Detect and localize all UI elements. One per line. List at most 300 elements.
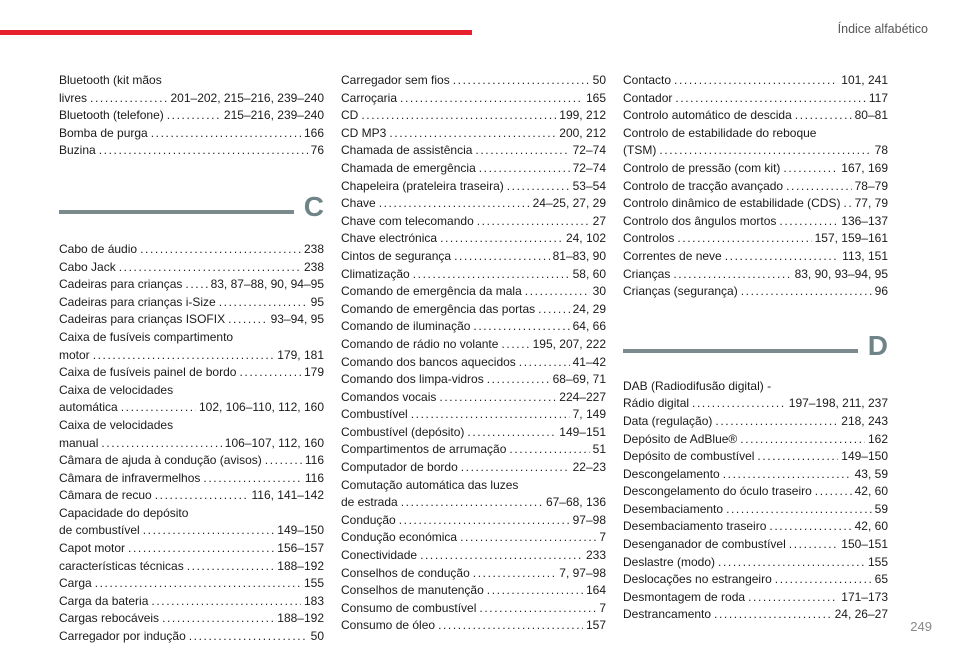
entry-term: Condução: [341, 512, 396, 527]
dot-leader: [389, 125, 556, 143]
entry-line: [59, 435, 324, 453]
dot-leader: [128, 540, 274, 558]
entry-term: Cabo de áudio: [59, 241, 138, 256]
index-entry: [59, 417, 324, 452]
entry-pages[interactable]: 67–68, 136: [545, 495, 606, 510]
index-entry: [59, 294, 324, 312]
entry-pages[interactable]: 97–98: [572, 512, 606, 527]
entry-line: [623, 213, 888, 231]
index-entry: [341, 336, 606, 354]
index-entry: [59, 125, 324, 143]
entry-term: Comando de emergência das portas: [341, 301, 536, 316]
index-entry: [623, 125, 888, 160]
dot-leader: [757, 448, 838, 466]
index-entry: [341, 248, 606, 266]
entry-line: [59, 107, 324, 125]
index-entry: [623, 90, 888, 108]
entry-term: Caixa de fusíveis painel de bordo: [59, 365, 237, 380]
entry-line: [341, 354, 606, 372]
index-entry: [341, 125, 606, 143]
entry-pages[interactable]: 136–137: [841, 213, 888, 228]
index-entry: [341, 617, 606, 635]
dot-leader: [501, 336, 529, 354]
entry-term: Combustível (depósito): [341, 424, 465, 439]
entry-term: Chave electrónica: [341, 231, 438, 246]
entry-pages[interactable]: 72–74: [572, 143, 606, 158]
entry-term: Comando dos limpa-vidros: [341, 372, 484, 387]
entry-line: [341, 318, 606, 336]
entry-line: [59, 399, 324, 417]
dot-leader: [187, 558, 275, 576]
dot-leader: [789, 536, 839, 554]
entry-text-line: Comutação automática das luzes: [341, 477, 519, 492]
entry-term: Controlo de tracção avançado: [623, 178, 784, 193]
entry-pages[interactable]: 83, 90, 93–94, 95: [794, 266, 888, 281]
entry-line: [623, 466, 888, 484]
index-entry: [59, 241, 324, 259]
entry-term: Chamada de assistência: [341, 143, 473, 158]
entry-line: [623, 160, 888, 178]
dot-leader: [460, 529, 596, 547]
entry-pages[interactable]: 7, 149: [572, 407, 606, 422]
index-entry: [59, 276, 324, 294]
index-entry: [341, 160, 606, 178]
dot-leader: [843, 195, 851, 213]
entry-line: [623, 195, 888, 213]
entry-line: [341, 213, 606, 231]
dot-leader: [718, 554, 865, 572]
entry-term: Cadeiras para crianças: [59, 277, 183, 292]
dot-leader: [714, 606, 832, 624]
entry-pages[interactable]: 238: [303, 259, 324, 274]
index-entry: [59, 311, 324, 329]
entry-pages[interactable]: 238: [303, 241, 324, 256]
entry-term: Buzina: [59, 143, 96, 158]
entries-list: [59, 72, 324, 160]
entry-pages[interactable]: 149–151: [559, 424, 606, 439]
entry-pages[interactable]: 30: [592, 284, 606, 299]
entry-pages[interactable]: 42, 60: [854, 519, 888, 534]
entry-line: [623, 518, 888, 536]
entry-line: [59, 276, 324, 294]
entry-term: Descongelamento: [623, 466, 720, 481]
entry-term: Controlo automático de descida: [623, 108, 792, 123]
entry-line: [341, 178, 606, 196]
entry-pages[interactable]: 233: [585, 548, 606, 563]
entry-line: [341, 441, 606, 459]
index-entry: [341, 178, 606, 196]
dot-leader: [715, 413, 838, 431]
dot-leader: [783, 160, 838, 178]
entry-pages[interactable]: 93–94, 95: [270, 312, 324, 327]
dot-leader: [95, 575, 301, 593]
entry-pages[interactable]: 218, 243: [841, 413, 888, 428]
dot-leader: [519, 354, 570, 372]
index-entry: [59, 364, 324, 382]
entry-line: [59, 470, 324, 488]
entry-pages[interactable]: 201–202, 215–216, 239–240: [170, 90, 324, 105]
entry-term: Comando de rádio no volante: [341, 336, 499, 351]
entry-pages[interactable]: 53–54: [572, 178, 606, 193]
entry-pages[interactable]: 72–74: [572, 160, 606, 175]
entry-term: Carga da bateria: [59, 593, 149, 608]
letter-separator-d: [623, 329, 888, 361]
entry-pages[interactable]: 149–150: [841, 449, 888, 464]
entry-text-line: Caixa de velocidades: [59, 417, 174, 432]
entry-pages[interactable]: 51: [592, 442, 606, 457]
dot-leader: [675, 90, 865, 108]
entry-pages[interactable]: 7, 97–98: [559, 565, 606, 580]
entry-pages[interactable]: 155: [867, 554, 888, 569]
entry-line: [623, 606, 888, 624]
entry-line: [341, 459, 606, 477]
index-entry: [341, 371, 606, 389]
entry-pages[interactable]: 102, 106–110, 112, 160: [198, 400, 324, 415]
entry-pages[interactable]: 96: [874, 284, 888, 299]
entry-line: [623, 431, 888, 449]
entry-line: [341, 72, 606, 90]
index-entry: [59, 487, 324, 505]
dot-leader: [162, 610, 274, 628]
entry-pages[interactable]: 197–198, 211, 237: [788, 396, 888, 411]
index-entry: [341, 389, 606, 407]
entry-term: Consumo de óleo: [341, 618, 436, 633]
entry-term: Bomba de purga: [59, 125, 148, 140]
entry-pages[interactable]: 157: [585, 618, 606, 633]
index-entry: [623, 501, 888, 519]
entry-line: [341, 582, 606, 600]
index-entry: [341, 283, 606, 301]
entry-pages[interactable]: 224–227: [559, 389, 606, 404]
index-entry: [623, 378, 888, 413]
entry-pages[interactable]: 215–216, 239–240: [223, 108, 324, 123]
entry-pages[interactable]: 7: [599, 530, 606, 545]
entry-pages[interactable]: 78: [874, 143, 888, 158]
entry-pages[interactable]: 43, 59: [854, 466, 888, 481]
dot-leader: [143, 522, 275, 540]
entry-line: [623, 536, 888, 554]
index-entry: [341, 547, 606, 565]
entry-line: [623, 178, 888, 196]
entry-pages[interactable]: 183: [303, 593, 324, 608]
dot-leader: [779, 213, 838, 231]
index-entry: [623, 283, 888, 301]
page-number: 249: [910, 619, 932, 634]
entry-pages[interactable]: 7: [599, 600, 606, 615]
dot-leader: [525, 283, 590, 301]
entries-list: [341, 72, 606, 635]
entry-term: Conselhos de condução: [341, 565, 470, 580]
entry-term: características técnicas: [59, 558, 184, 573]
index-entry: [341, 529, 606, 547]
entry-term: Desenganador de combustível: [623, 537, 786, 552]
entry-text-line: Controlo de estabilidade do reboque: [623, 125, 817, 140]
dot-leader: [185, 276, 207, 294]
entry-pages[interactable]: 116, 141–142: [251, 488, 324, 503]
dot-leader: [453, 72, 590, 90]
index-entry: [341, 459, 606, 477]
index-entry: [59, 628, 324, 646]
entry-pages[interactable]: 166: [303, 125, 324, 140]
dot-leader: [473, 565, 557, 583]
entry-term: de combustível: [59, 523, 140, 538]
entry-pages[interactable]: 150–151: [841, 537, 888, 552]
entry-pages[interactable]: 179, 181: [277, 347, 324, 362]
index-entry: [623, 160, 888, 178]
entry-line: [59, 311, 324, 329]
entry-line: [341, 90, 606, 108]
entry-pages[interactable]: 199, 212: [559, 108, 606, 123]
entry-pages[interactable]: 24, 29: [572, 301, 606, 316]
entry-term: Cintos de segurança: [341, 248, 452, 263]
entry-term: Desembaciamento traseiro: [623, 519, 767, 534]
entry-term: Rádio digital: [623, 396, 690, 411]
entry-line: [59, 593, 324, 611]
entry-line: [59, 259, 324, 277]
index-entry: [341, 90, 606, 108]
index-entry: [623, 483, 888, 501]
entry-pages[interactable]: 164: [585, 583, 606, 598]
entry-pages[interactable]: 81–83, 90: [552, 248, 606, 263]
entry-pages[interactable]: 41–42: [572, 354, 606, 369]
dot-leader: [467, 424, 556, 442]
entry-pages[interactable]: 58, 60: [572, 266, 606, 281]
dot-leader: [677, 230, 811, 248]
entry-line: [341, 142, 606, 160]
entry-pages[interactable]: 22–23: [572, 460, 606, 475]
entry-line: [623, 589, 888, 607]
entry-pages[interactable]: 155: [303, 576, 324, 591]
entry-term: Destrancamento: [623, 607, 712, 622]
index-column-1: [59, 72, 324, 646]
index-entry: [341, 266, 606, 284]
entry-term: Climatização: [341, 266, 410, 281]
entry-pages[interactable]: 116: [304, 453, 324, 468]
entry-pages[interactable]: 106–107, 112, 160: [224, 435, 324, 450]
entry-term: Contador: [623, 90, 673, 105]
dot-leader: [151, 593, 301, 611]
entry-pages[interactable]: 188–192: [277, 611, 324, 626]
index-entry: [341, 477, 606, 512]
entry-pages[interactable]: 156–157: [277, 541, 324, 556]
entry-line: [341, 424, 606, 442]
index-entry: [341, 354, 606, 372]
entry-pages[interactable]: 78–79: [854, 178, 888, 193]
section-letter-d: D: [867, 329, 888, 361]
entry-term: Desembaciamento: [623, 501, 724, 516]
entry-text-line: Caixa de fusíveis compartimento: [59, 329, 234, 344]
entry-line: [341, 248, 606, 266]
entry-line: [623, 395, 888, 413]
entry-pages[interactable]: 157, 159–161: [814, 231, 888, 246]
entry-line: [341, 406, 606, 424]
dot-leader: [659, 142, 871, 160]
entry-line: [341, 529, 606, 547]
entry-line: [623, 72, 888, 90]
index-entry: [59, 505, 324, 540]
index-entry: [59, 382, 324, 417]
entry-line: [623, 142, 888, 160]
index-entry: [341, 441, 606, 459]
entry-pages[interactable]: 27: [592, 213, 606, 228]
entry-term: motor: [59, 347, 90, 362]
entry-line: [623, 448, 888, 466]
entry-pages[interactable]: 77, 79: [854, 196, 888, 211]
index-entry: [623, 107, 888, 125]
separator-bar: [623, 349, 858, 353]
dot-leader: [167, 107, 221, 125]
entry-term: Chave: [341, 196, 376, 211]
header-accent-bar: [0, 30, 472, 35]
entry-line: [341, 160, 606, 178]
separator-bar: [59, 210, 294, 214]
section-title: Índice alfabético: [837, 22, 928, 36]
entry-line: [623, 283, 888, 301]
dot-leader: [239, 364, 301, 382]
entry-term: Comando de emergência da mala: [341, 284, 522, 299]
entry-line: [623, 107, 888, 125]
entry-pages[interactable]: 165: [585, 90, 606, 105]
index-entry: [59, 329, 324, 364]
entry-pages[interactable]: 162: [867, 431, 888, 446]
dot-leader: [400, 90, 583, 108]
dot-leader: [475, 142, 569, 160]
entry-pages[interactable]: 149–150: [277, 523, 324, 538]
entry-line: [623, 554, 888, 572]
entry-line: [341, 107, 606, 125]
entry-term: Descongelamento do óculo traseiro: [623, 484, 812, 499]
entry-term: Comando de iluminação: [341, 319, 471, 334]
dot-leader: [674, 72, 838, 90]
dot-leader: [725, 248, 839, 266]
entry-pages[interactable]: 59: [874, 501, 888, 516]
dot-leader: [399, 512, 570, 530]
entry-pages[interactable]: 68–69, 71: [552, 372, 606, 387]
index-entry: [341, 301, 606, 319]
dot-leader: [90, 90, 167, 108]
entry-pages[interactable]: 50: [592, 73, 606, 87]
entry-line: [59, 125, 324, 143]
entry-pages[interactable]: 24, 26–27: [834, 607, 888, 622]
dot-leader: [155, 487, 249, 505]
index-entry: [59, 107, 324, 125]
entry-term: Carregador por indução: [59, 629, 186, 644]
entry-line: [59, 241, 324, 259]
entry-line: [341, 301, 606, 319]
section-letter-c: C: [303, 190, 324, 222]
index-entry: [623, 266, 888, 284]
entry-pages[interactable]: 188–192: [277, 558, 324, 573]
index-entry: [623, 230, 888, 248]
index-entry: [341, 107, 606, 125]
entry-pages[interactable]: 167, 169: [841, 160, 888, 175]
index-entry: [59, 593, 324, 611]
entry-term: Controlo dinâmico de estabilidade (CDS): [623, 196, 841, 211]
dot-leader: [440, 230, 563, 248]
entry-pages[interactable]: 50: [310, 629, 324, 644]
entry-pages[interactable]: 171–173: [841, 589, 888, 604]
entry-term: CD: [341, 108, 359, 123]
entry-term: Carregador sem fios: [341, 73, 450, 87]
entry-pages[interactable]: 117: [868, 90, 888, 105]
entry-pages[interactable]: 195, 207, 222: [532, 336, 606, 351]
dot-leader: [748, 589, 838, 607]
index-entry: [341, 600, 606, 618]
entry-term: Depósito de AdBlue®: [623, 431, 738, 446]
entry-term: manual: [59, 435, 99, 450]
dot-leader: [815, 483, 852, 501]
dot-leader: [741, 283, 872, 301]
entry-term: automática: [59, 400, 118, 415]
entry-line: [341, 617, 606, 635]
dot-leader: [461, 459, 570, 477]
entry-term: Bluetooth (telefone): [59, 108, 164, 123]
entry-pages[interactable]: 24–25, 27, 29: [532, 196, 606, 211]
entry-pages[interactable]: 116: [304, 470, 324, 485]
entry-line: [341, 565, 606, 583]
dot-leader: [726, 501, 872, 519]
entry-pages[interactable]: 179: [303, 365, 324, 380]
index-entry: [623, 195, 888, 213]
index-entry: [59, 142, 324, 160]
entry-term: Contacto: [623, 73, 672, 87]
entry-line: [341, 125, 606, 143]
entry-line: [623, 413, 888, 431]
entry-pages[interactable]: 80–81: [854, 108, 888, 123]
entry-pages[interactable]: 76: [310, 143, 324, 158]
entry-pages[interactable]: 101, 241: [841, 73, 888, 87]
index-entry: [623, 448, 888, 466]
entry-line: [59, 487, 324, 505]
entry-text-line: DAB (Radiodifusão digital) -: [623, 378, 772, 393]
entry-line: [59, 142, 324, 160]
index-entry: [341, 72, 606, 90]
dot-leader: [411, 406, 570, 424]
entry-line: [623, 90, 888, 108]
dot-leader: [420, 547, 583, 565]
entry-line: [341, 512, 606, 530]
dot-leader: [119, 259, 301, 277]
entry-line: [59, 610, 324, 628]
entry-pages[interactable]: 42, 60: [854, 484, 888, 499]
entry-pages[interactable]: 113, 151: [842, 248, 888, 263]
entry-term: livres: [59, 90, 88, 105]
entry-pages[interactable]: 83, 87–88, 90, 94–95: [210, 277, 324, 292]
dot-leader: [99, 142, 308, 160]
index-entry: [623, 518, 888, 536]
entry-line: [341, 389, 606, 407]
entry-line: [59, 522, 324, 540]
index-column-2: [341, 72, 606, 635]
entry-term: Deslocações no estrangeiro: [623, 572, 772, 587]
entry-term: Carga: [59, 576, 92, 591]
index-entry: [623, 606, 888, 624]
entry-pages[interactable]: 64, 66: [572, 319, 606, 334]
entry-term: Data (regulação): [623, 413, 713, 428]
entry-line: [341, 547, 606, 565]
entry-pages[interactable]: 65: [874, 572, 888, 587]
dot-leader: [413, 266, 570, 284]
entry-line: [341, 600, 606, 618]
entry-term: Deslastre (modo): [623, 554, 716, 569]
entry-pages[interactable]: 200, 212: [559, 125, 606, 140]
entry-line: [341, 371, 606, 389]
entry-term: de estrada: [341, 495, 398, 510]
entry-pages[interactable]: 24, 102: [565, 231, 606, 246]
entry-pages[interactable]: 95: [310, 294, 324, 309]
entry-term: Consumo de combustível: [341, 600, 477, 615]
index-entry: [59, 540, 324, 558]
